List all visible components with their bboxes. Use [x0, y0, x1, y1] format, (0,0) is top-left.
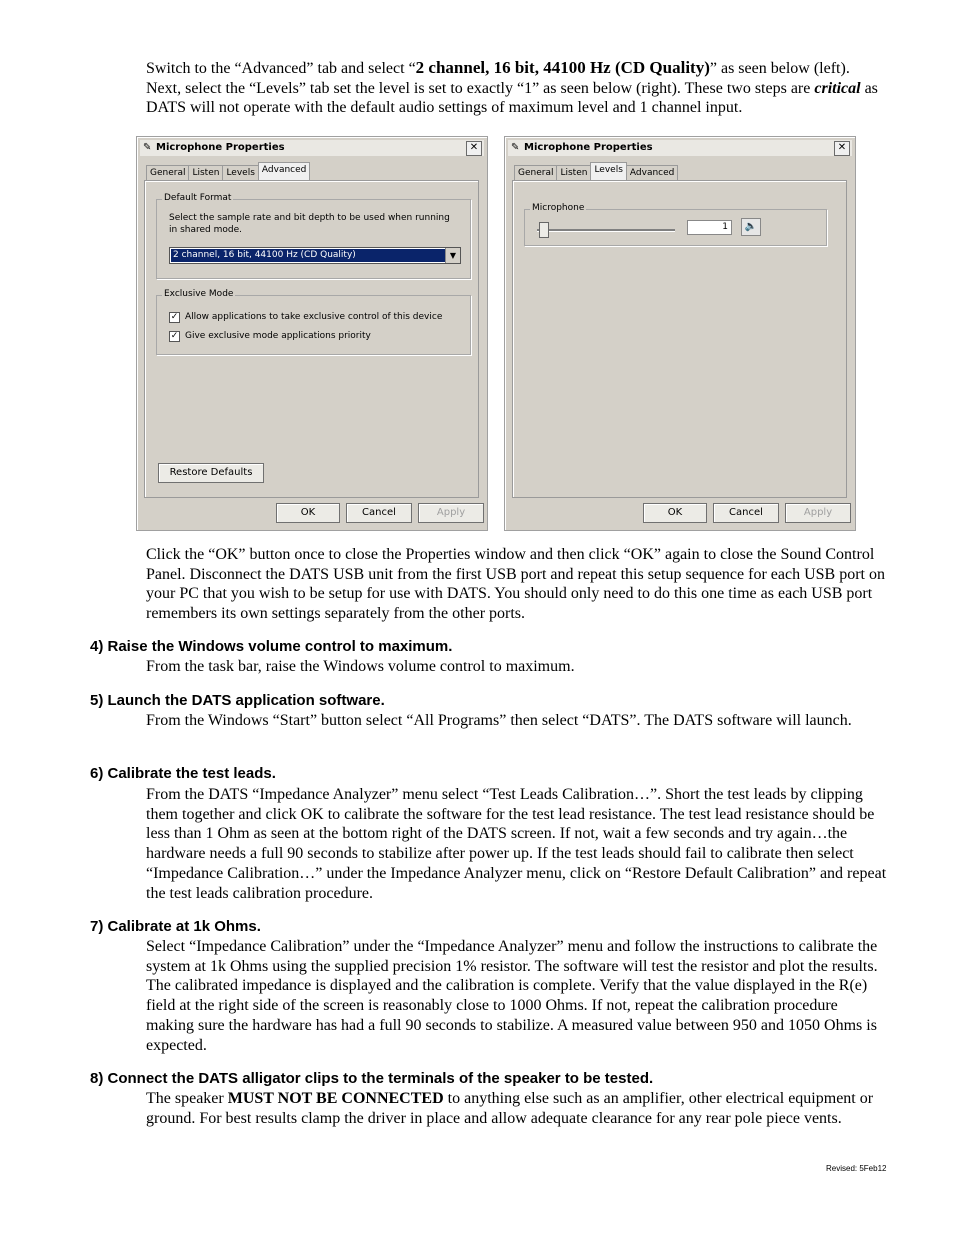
exclusive-priority-label: Give exclusive mode applications priority: [185, 331, 371, 341]
exclusive-mode-title: Exclusive Mode: [164, 289, 234, 299]
revision-footer: Revised: 5Feb12: [826, 1164, 887, 1173]
step-6-heading: 6) Calibrate the test leads.: [90, 765, 276, 782]
default-format-title: Default Format: [164, 193, 232, 203]
format-select[interactable]: [169, 247, 461, 264]
format-selected-value: 2 channel, 16 bit, 44100 Hz (CD Quality): [171, 249, 445, 262]
step-7-heading: 7) Calibrate at 1k Ohms.: [90, 918, 261, 935]
apply-button[interactable]: Apply: [418, 503, 484, 523]
restore-defaults-button[interactable]: Restore Defaults: [158, 463, 264, 483]
step-8-body: [146, 1089, 888, 1128]
level-slider-thumb[interactable]: [539, 222, 549, 238]
step-8-heading: 8) Connect the DATS alligator clips to the terminals of the speaker to be tested.: [90, 1070, 654, 1087]
tab-levels[interactable]: Levels: [590, 162, 626, 180]
step-5-heading: 5) Launch the DATS application software.: [90, 692, 385, 709]
advanced-panel: [144, 180, 479, 498]
cancel-button[interactable]: Cancel: [713, 503, 779, 523]
tab-general[interactable]: General: [146, 165, 189, 180]
dialog-titlebar: [508, 140, 852, 156]
exclusive-mode-group: [156, 289, 471, 355]
close-icon[interactable]: ✕: [834, 141, 850, 156]
intro-bold-critical: critical: [814, 79, 861, 97]
microphone-icon: ✎: [511, 142, 520, 153]
levels-panel: [512, 180, 847, 498]
tab-strip: [146, 163, 309, 180]
tab-listen[interactable]: Listen: [556, 165, 591, 180]
microphone-properties-levels-dialog: [504, 136, 856, 531]
tab-advanced[interactable]: Advanced: [626, 165, 678, 180]
microphone-icon: ✎: [143, 142, 152, 153]
chevron-down-icon[interactable]: ▼: [445, 248, 460, 263]
exclusive-control-checkbox[interactable]: ✓: [170, 312, 179, 322]
tab-advanced[interactable]: Advanced: [258, 162, 310, 180]
apply-button[interactable]: Apply: [785, 503, 851, 523]
step-6-body: From the DATS “Impedance Analyzer” menu select “Test Leads Calibration…”. Short the test leads by clipping them together and click OK to calibrate the software for the test lead resistance. The test lead resistance should be less than 1 Ohm as seen at the bottom right of the DATS screen. If not, wait a few seconds and try again…the hardware needs a full 90 seconds to stabilize after power up. If the test leads should fail to calibrate then select “Impedance Calibration…” under the Impedance Analyzer menu, click on “Restore Default Calibration” and repeat the test leads calibration procedure.: [146, 786, 887, 902]
microphone-properties-advanced-dialog: [136, 136, 488, 531]
step-8-text-post: to anything else such as an amplifier, other electrical equipment or ground. For best results clamp the driver in place and allow adequate clearance for any rear pole piece vents.: [146, 1090, 874, 1127]
intro-text-1: Switch to the “Advanced” tab and select “: [146, 60, 416, 77]
close-icon[interactable]: ✕: [466, 141, 482, 156]
exclusive-control-label: Allow applications to take exclusive control of this device: [185, 312, 443, 322]
default-format-group: [156, 193, 471, 279]
step-8-text-pre: The speaker: [146, 1090, 228, 1107]
exclusive-priority-checkbox[interactable]: ✓: [170, 331, 179, 341]
default-format-description: Select the sample rate and bit depth to be used when running in shared mode.: [169, 213, 450, 235]
step-7-body: Select “Impedance Calibration” under the “Impedance Analyzer” menu and follow the instructions to calibrate the system at 1k Ohms using the supplied precision 1% resistor. The software will test the resistor and plot the results. The calibrated impedance is displayed and the calibration is complete. Verify that the value displayed in the R(e) field at the right side of the screen is reasonably close to 1000 Ohms. If not, repeat the calibration procedure making sure the hardware has had a full 90 seconds to stabilize. A measured value between 950 and 1050 Ohms is expected.: [146, 938, 878, 1054]
tab-strip: [514, 163, 677, 180]
speaker-icon[interactable]: 🔈: [741, 218, 761, 236]
intro-text-3: as DATS will not operate with the default audio settings of maximum level and 1 channel input.: [146, 79, 878, 117]
level-value-box[interactable]: 1: [687, 220, 732, 235]
tab-general[interactable]: General: [514, 165, 557, 180]
step-8-bold-warning: MUST NOT BE CONNECTED: [227, 1090, 444, 1107]
microphone-level-group: [524, 203, 827, 246]
dialog-title: Microphone Properties: [156, 142, 285, 153]
level-slider-track[interactable]: [537, 229, 675, 232]
intro-paragraph: [146, 58, 888, 118]
dialog-titlebar: [140, 140, 484, 156]
microphone-level-title: Microphone: [532, 203, 585, 213]
ok-button[interactable]: OK: [276, 503, 340, 523]
tab-listen[interactable]: Listen: [188, 165, 223, 180]
step-4-heading: 4) Raise the Windows volume control to maximum.: [90, 638, 453, 655]
after-dialogs-paragraph: Click the “OK” button once to close the Properties window and then click “OK” again to close the Sound Control Panel. Disconnect the DATS USB unit from the first USB port and repeat this setup sequence for each USB port on your PC that you wish to be setup for use with DATS. You should only need to do this one time as each USB port remembers its own settings separately from the other ports.: [146, 546, 885, 623]
step-5-body: From the Windows “Start” button select “All Programs” then select “DATS”. The DATS software will launch.: [146, 712, 852, 729]
intro-bold-format: 2 channel, 16 bit, 44100 Hz (CD Quality): [415, 58, 710, 77]
tab-levels[interactable]: Levels: [222, 165, 258, 180]
step-4-body: From the task bar, raise the Windows volume control to maximum.: [146, 658, 575, 675]
ok-button[interactable]: OK: [643, 503, 707, 523]
intro-text-2: ” as seen below (left). Next, select the “Levels” tab set the level is set to exactly “1” as seen below (right). These two steps are: [146, 60, 850, 97]
dialog-title: Microphone Properties: [524, 142, 653, 153]
cancel-button[interactable]: Cancel: [346, 503, 412, 523]
